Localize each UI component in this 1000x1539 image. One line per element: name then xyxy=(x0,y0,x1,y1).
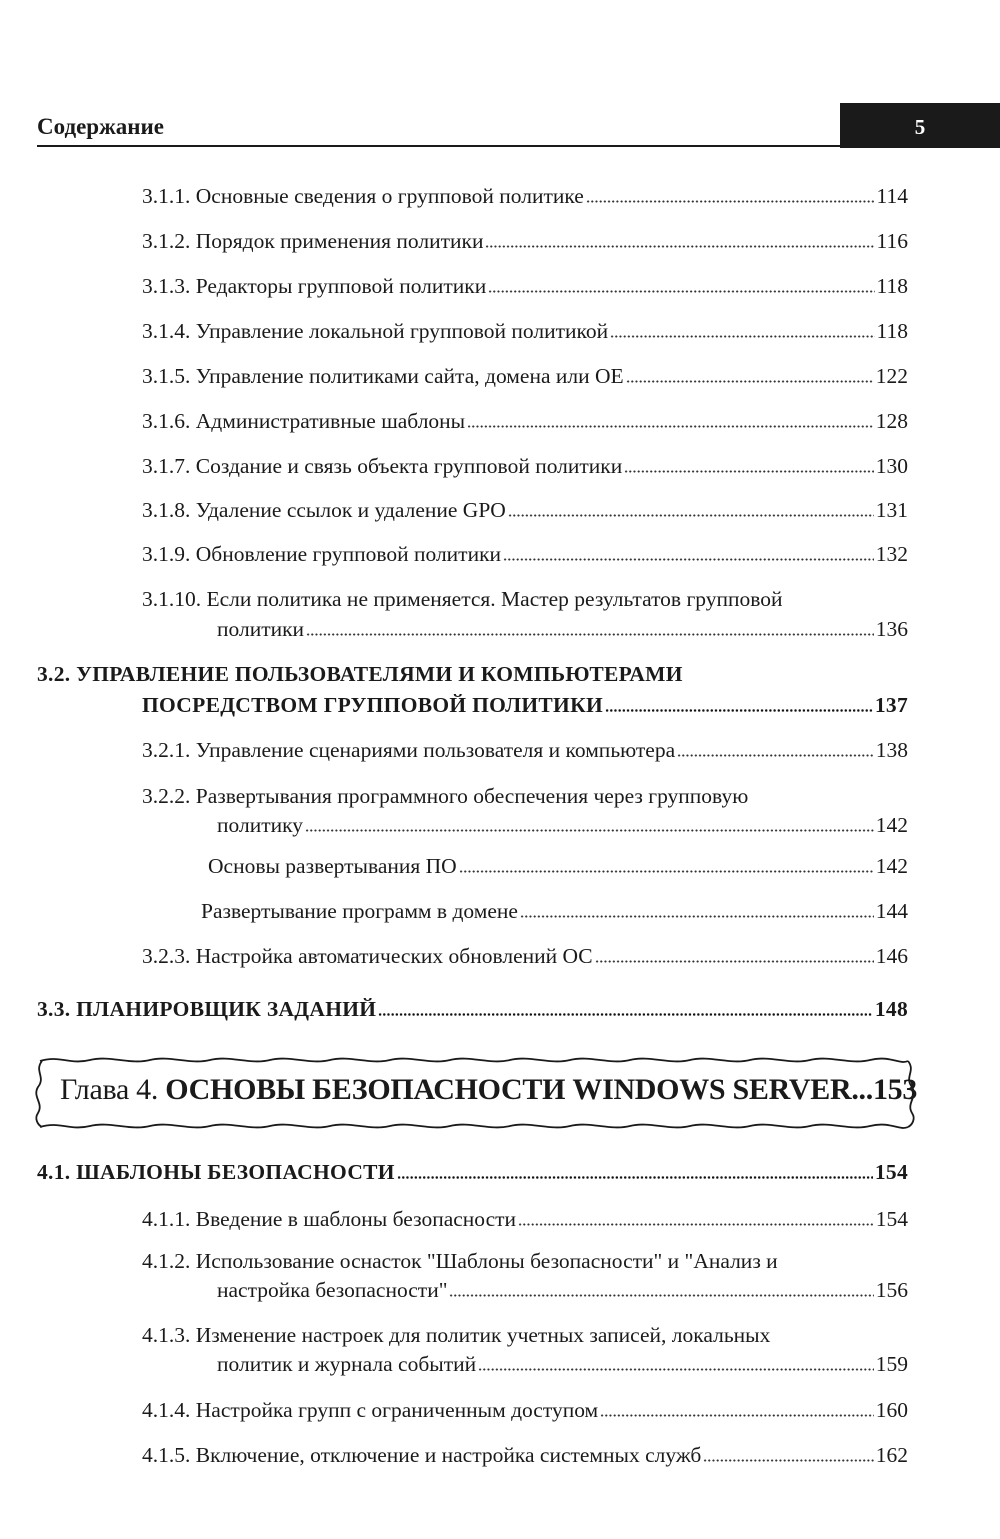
toc-entry-page: 142 xyxy=(875,813,908,837)
toc-entry-title: Основные сведения о групповой политике xyxy=(195,184,584,208)
leader-dots xyxy=(449,1294,873,1297)
toc-entry-title: Редакторы групповой политики xyxy=(195,274,487,298)
leader-dots xyxy=(485,245,874,248)
leader-dots xyxy=(520,915,874,918)
toc-entry-number: 4.1.4. xyxy=(142,1398,191,1422)
toc-entry-page: 142 xyxy=(875,854,908,878)
toc-section-title: ПЛАНИРОВЩИК ЗАДАНИЙ xyxy=(76,997,377,1021)
toc-entry-title: Развертывание программ в домене xyxy=(201,899,518,923)
page-header-title: Содержание xyxy=(37,114,164,139)
toc-entry-number: 4.1.2. xyxy=(142,1249,191,1273)
leader-dots xyxy=(595,960,874,963)
leader-dots xyxy=(508,514,874,517)
toc-entry-page: 128 xyxy=(875,409,908,433)
toc-entry-page: 138 xyxy=(875,738,908,762)
toc-entry-title: Развертывания программного обеспечения через групповую xyxy=(195,784,749,808)
toc-entry-title: Управление политиками сайта, домена или ОЕ xyxy=(195,364,624,388)
toc-entry-number: 3.1.3. xyxy=(142,274,191,298)
toc-section-number: 3.2. xyxy=(37,662,71,686)
chapter-label: Глава 4. xyxy=(60,1073,159,1106)
toc-entry-page: 131 xyxy=(875,498,908,522)
toc-entry-page: 132 xyxy=(875,542,908,566)
toc-entry-number: 3.1.2. xyxy=(142,229,191,253)
toc-section-title-continued: ПОСРЕДСТВОМ ГРУППОВОЙ ПОЛИТИКИ xyxy=(142,693,603,717)
toc-entry-page: 136 xyxy=(875,617,908,641)
toc-entry-title: Административные шаблоны xyxy=(195,409,466,433)
toc-entry-title: Создание и связь объекта групповой политики xyxy=(195,454,623,478)
leader-dots xyxy=(503,558,874,561)
leader-dots xyxy=(600,1414,874,1417)
toc-entry-title: Настройка групп с ограниченным доступом xyxy=(195,1398,599,1422)
leader-dots xyxy=(459,870,874,873)
toc-entry-page: 114 xyxy=(876,184,908,208)
toc-entry-title: Управление локальной групповой политикой xyxy=(195,319,609,343)
toc-entry-title: Использование оснасток "Шаблоны безопасности" и "Анализ и xyxy=(195,1249,778,1273)
leader-dots xyxy=(397,1176,873,1179)
toc-entry-page: 118 xyxy=(876,274,908,298)
toc-entry-number: 3.2.3. xyxy=(142,944,191,968)
toc-entry-number: 3.1.10. xyxy=(142,587,202,611)
chapter-dots: ... xyxy=(851,1073,873,1106)
toc-section-page: 148 xyxy=(874,997,908,1021)
leader-dots xyxy=(624,470,873,473)
toc-entry-number: 3.2.1. xyxy=(142,738,191,762)
toc-section-page: 137 xyxy=(874,693,908,717)
toc-entry-page: 116 xyxy=(876,229,908,253)
leader-dots xyxy=(626,380,874,383)
page-number-box xyxy=(840,103,1000,148)
toc-entry-title-continued: политики xyxy=(217,617,305,641)
toc-entry-title: Обновление групповой политики xyxy=(195,542,502,566)
toc-entry-page: 154 xyxy=(875,1207,908,1231)
toc-entry-page: 162 xyxy=(875,1443,908,1467)
toc-entry-number: 3.2.2. xyxy=(142,784,191,808)
toc-entry-page: 122 xyxy=(875,364,908,388)
leader-dots xyxy=(586,200,875,203)
toc-entry-title-continued: политик и журнала событий xyxy=(217,1352,477,1376)
toc-entry-page: 118 xyxy=(876,319,908,343)
leader-dots xyxy=(610,335,874,338)
toc-entry-number: 3.1.9. xyxy=(142,542,191,566)
toc-entry-number: 4.1.3. xyxy=(142,1323,191,1347)
toc-entry-title-continued: настройка безопасности" xyxy=(217,1278,448,1302)
leader-dots xyxy=(305,829,874,832)
toc-entry-page: 156 xyxy=(875,1278,908,1302)
toc-section-number: 3.3. xyxy=(37,997,71,1021)
toc-entry-title: Удаление ссылок и удаление GPO xyxy=(195,498,506,522)
leader-dots xyxy=(518,1223,874,1226)
toc-entry-title: Настройка автоматических обновлений ОС xyxy=(195,944,593,968)
page-number: 5 xyxy=(914,115,926,139)
leader-dots xyxy=(605,709,873,712)
toc-entry-title: Порядок применения политики xyxy=(195,229,484,253)
toc-entry-title: Включение, отключение и настройка системных служб xyxy=(195,1443,702,1467)
leader-dots xyxy=(306,633,874,636)
toc-entry-page: 159 xyxy=(875,1352,908,1376)
toc-entry-title: Введение в шаблоны безопасности xyxy=(195,1207,517,1231)
leader-dots xyxy=(478,1368,874,1371)
toc-entry-number: 3.1.6. xyxy=(142,409,191,433)
toc-entry-page: 130 xyxy=(875,454,908,478)
leader-dots xyxy=(467,425,874,428)
leader-dots xyxy=(703,1459,873,1462)
toc-section-title: ШАБЛОНЫ БЕЗОПАСНОСТИ xyxy=(76,1160,395,1184)
toc-entry-page: 144 xyxy=(875,899,908,923)
toc-entry-number: 4.1.5. xyxy=(142,1443,191,1467)
toc-entry-page: 146 xyxy=(875,944,908,968)
chapter-page: 153 xyxy=(872,1073,918,1106)
toc-entry-number: 3.1.5. xyxy=(142,364,191,388)
leader-dots xyxy=(677,754,874,757)
toc-section-number: 4.1. xyxy=(37,1160,71,1184)
toc-entry-number: 3.1.7. xyxy=(142,454,191,478)
leader-dots xyxy=(378,1013,873,1016)
toc-entry-title-continued: политику xyxy=(217,813,303,837)
toc-section-page: 154 xyxy=(874,1160,908,1184)
toc-entry-title: Изменение настроек для политик учетных записей, локальных xyxy=(195,1323,771,1347)
toc-entry-title: Управление сценариями пользователя и компьютера xyxy=(195,738,676,762)
toc-entry-title: Если политика не применяется. Мастер результатов групповой xyxy=(206,587,783,611)
chapter-title: ОСНОВЫ БЕЗОПАСНОСТИ WINDOWS SERVER xyxy=(165,1073,852,1106)
toc-entry-number: 4.1.1. xyxy=(142,1207,191,1231)
toc-section-title: УПРАВЛЕНИЕ ПОЛЬЗОВАТЕЛЯМИ И КОМПЬЮТЕРАМИ xyxy=(76,662,683,686)
toc-entry-page: 160 xyxy=(875,1398,908,1422)
chapter-banner[interactable] xyxy=(30,1055,920,1131)
toc-entry-number: 3.1.1. xyxy=(142,184,191,208)
leader-dots xyxy=(488,290,874,293)
toc-entry-number: 3.1.4. xyxy=(142,319,191,343)
toc-entry-number: 3.1.8. xyxy=(142,498,191,522)
toc-entry-title: Основы развертывания ПО xyxy=(208,854,457,878)
